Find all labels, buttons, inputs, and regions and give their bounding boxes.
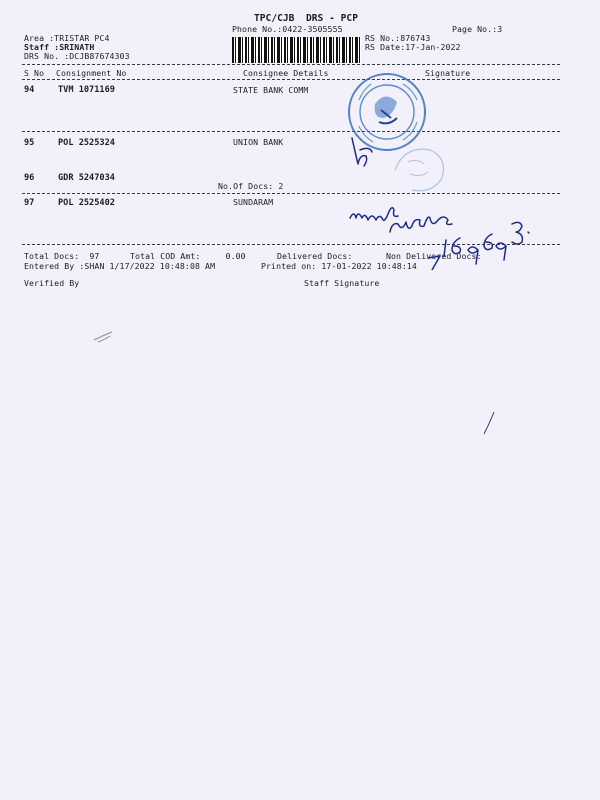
row-sno: 95	[24, 138, 35, 148]
barcode	[232, 37, 361, 63]
column-header-consignment: Consignment No	[56, 68, 127, 78]
column-header-signature: Signature	[425, 68, 471, 78]
total-cod-amount: Total COD Amt: 0.00	[130, 251, 246, 261]
row-consignment: GDR 5247034	[58, 173, 115, 183]
row-sno: 97	[24, 198, 35, 208]
stray-pen-mark	[482, 410, 496, 436]
phone-number: Phone No.:0422-3505555	[232, 24, 343, 34]
row-sno: 96	[24, 173, 35, 183]
row-consignee: UNION BANK	[233, 137, 284, 147]
non-delivered-docs: Non Delivered Docs:	[386, 251, 482, 261]
staff-signature-label: Staff Signature	[304, 278, 380, 288]
row-consignment: POL 2525324	[58, 138, 115, 148]
entered-by: Entered By :SHAN 1/17/2022 10:48:08 AM	[24, 261, 216, 271]
delivered-docs: Delivered Docs:	[277, 251, 353, 261]
verified-by-label: Verified By	[24, 278, 80, 288]
divider	[22, 79, 560, 80]
row-consignment: POL 2525402	[58, 198, 115, 208]
document-title: TPC/CJB DRS - PCP	[254, 13, 358, 24]
rs-date: RS Date:17-Jan-2022	[365, 42, 461, 52]
drs-number: DRS No. :DCJB87674303	[24, 51, 130, 61]
row-sno: 94	[24, 85, 35, 95]
row-consignment: TVM 1071169	[58, 85, 115, 95]
stray-pen-mark	[92, 330, 116, 344]
column-header-sno: S No	[24, 68, 45, 78]
rs-number: RS No.:876743	[365, 33, 431, 43]
divider	[22, 64, 560, 65]
column-header-consignee: Consignee Details	[243, 68, 329, 78]
row-consignee: SUNDARAM	[233, 197, 274, 207]
total-docs: Total Docs: 97	[24, 251, 100, 261]
docs-count-note: No.Of Docs: 2	[218, 181, 284, 191]
page-number: Page No.:3	[452, 24, 503, 34]
area-label: Area :TRISTAR PC4	[24, 33, 110, 43]
staff-label: Staff :SRINATH	[24, 42, 95, 52]
handwritten-signature	[330, 120, 560, 270]
printed-on: Printed on: 17-01-2022 10:48:14	[261, 261, 417, 271]
row-consignee: STATE BANK COMM	[233, 85, 309, 95]
